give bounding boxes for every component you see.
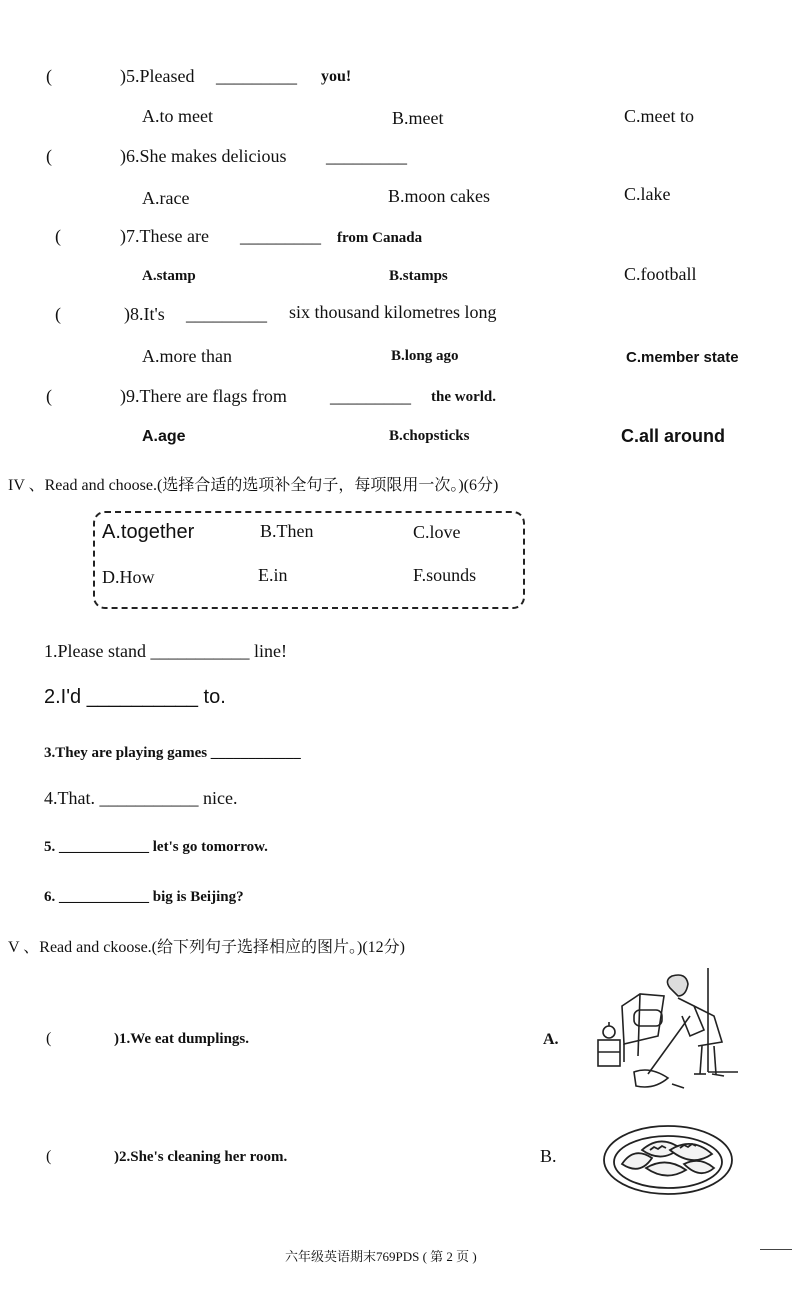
option-a-q5: A.to meet (142, 106, 213, 126)
word-bank-option: C.love (413, 522, 461, 542)
paren-q6: ( (46, 146, 52, 166)
fill-sentence-3: 3.They are playing games ____________ (44, 745, 301, 761)
question-q9: )9.There are flags from (120, 386, 287, 406)
option-b-q7: B.stamps (389, 268, 448, 284)
option-a-q9: A.age (142, 428, 186, 445)
girl-sweeping-icon (594, 966, 740, 1098)
paren-item-2: ( (46, 1148, 52, 1165)
word-bank-option: F.sounds (413, 565, 477, 585)
fill-sentence-1: 1.Please stand ___________ line! (44, 641, 287, 661)
paren-q9: ( (46, 386, 52, 406)
option-b-q8: B.long ago (391, 348, 459, 364)
option-a-q8: A.more than (142, 346, 232, 366)
option-b-q5: B.meet (392, 108, 444, 128)
option-c-q5: C.meet to (624, 106, 694, 126)
paren-q7: ( (55, 226, 61, 246)
match-sentence-1: )1.We eat dumplings. (114, 1031, 250, 1047)
blank-q5: _________ (216, 66, 297, 86)
fill-sentence-6: 6. ____________ big is Beijing? (44, 889, 244, 905)
section-5-heading: V 、Read and ckoose.(给下列句子选择相应的图片。)(12分) (8, 939, 405, 956)
option-b-q6: B.moon cakes (388, 186, 490, 206)
word-bank-option: A.together (102, 521, 195, 543)
tail-q7: from Canada (337, 230, 423, 246)
section-4-heading: IV 、Read and choose.(选择合适的选项补全句子，每项限用一次。)(6分) (8, 477, 499, 494)
blank-q6: _________ (326, 146, 407, 166)
option-c-q9: C.all around (621, 426, 726, 446)
question-q6: )6.She makes delicious (120, 146, 287, 166)
question-q7: )7.These are (120, 226, 209, 246)
fill-sentence-4: 4.That. ___________ nice. (44, 788, 238, 808)
option-b-q9: B.chopsticks (389, 428, 470, 444)
tail-q8: six thousand kilometres long (289, 302, 497, 322)
page-footer: 六年级英语期末769PDS ( 第 2 页 ) (285, 1249, 477, 1264)
picture-label-b: B. (540, 1146, 557, 1166)
word-bank-option: D.How (102, 567, 155, 587)
option-c-q7: C.football (624, 264, 697, 284)
tail-q9: the world. (431, 389, 496, 405)
dumplings-plate-icon (600, 1120, 736, 1198)
option-c-q8: C.member state (626, 349, 739, 366)
paren-q8: ( (55, 304, 61, 324)
footer-divider (760, 1249, 792, 1250)
tail-q5: you! (321, 68, 352, 85)
blank-q8: _________ (186, 304, 267, 324)
fill-sentence-2: 2.I'd __________ to. (44, 686, 226, 708)
blank-q7: _________ (240, 226, 321, 246)
fill-sentence-5: 5. ____________ let's go tomorrow. (44, 839, 268, 855)
option-c-q6: C.lake (624, 184, 671, 204)
word-bank-option: E.in (258, 565, 288, 585)
match-sentence-2: )2.She's cleaning her room. (114, 1149, 288, 1165)
paren-q5: ( (46, 66, 52, 86)
option-a-q6: A.race (142, 188, 190, 208)
question-q8: )8.It's (124, 304, 165, 324)
word-bank-option: B.Then (260, 521, 314, 541)
picture-label-a: A. (543, 1031, 559, 1048)
paren-item-1: ( (46, 1030, 52, 1047)
blank-q9: _________ (330, 386, 411, 406)
option-a-q7: A.stamp (142, 268, 196, 284)
question-q5: )5.Pleased (120, 66, 195, 86)
